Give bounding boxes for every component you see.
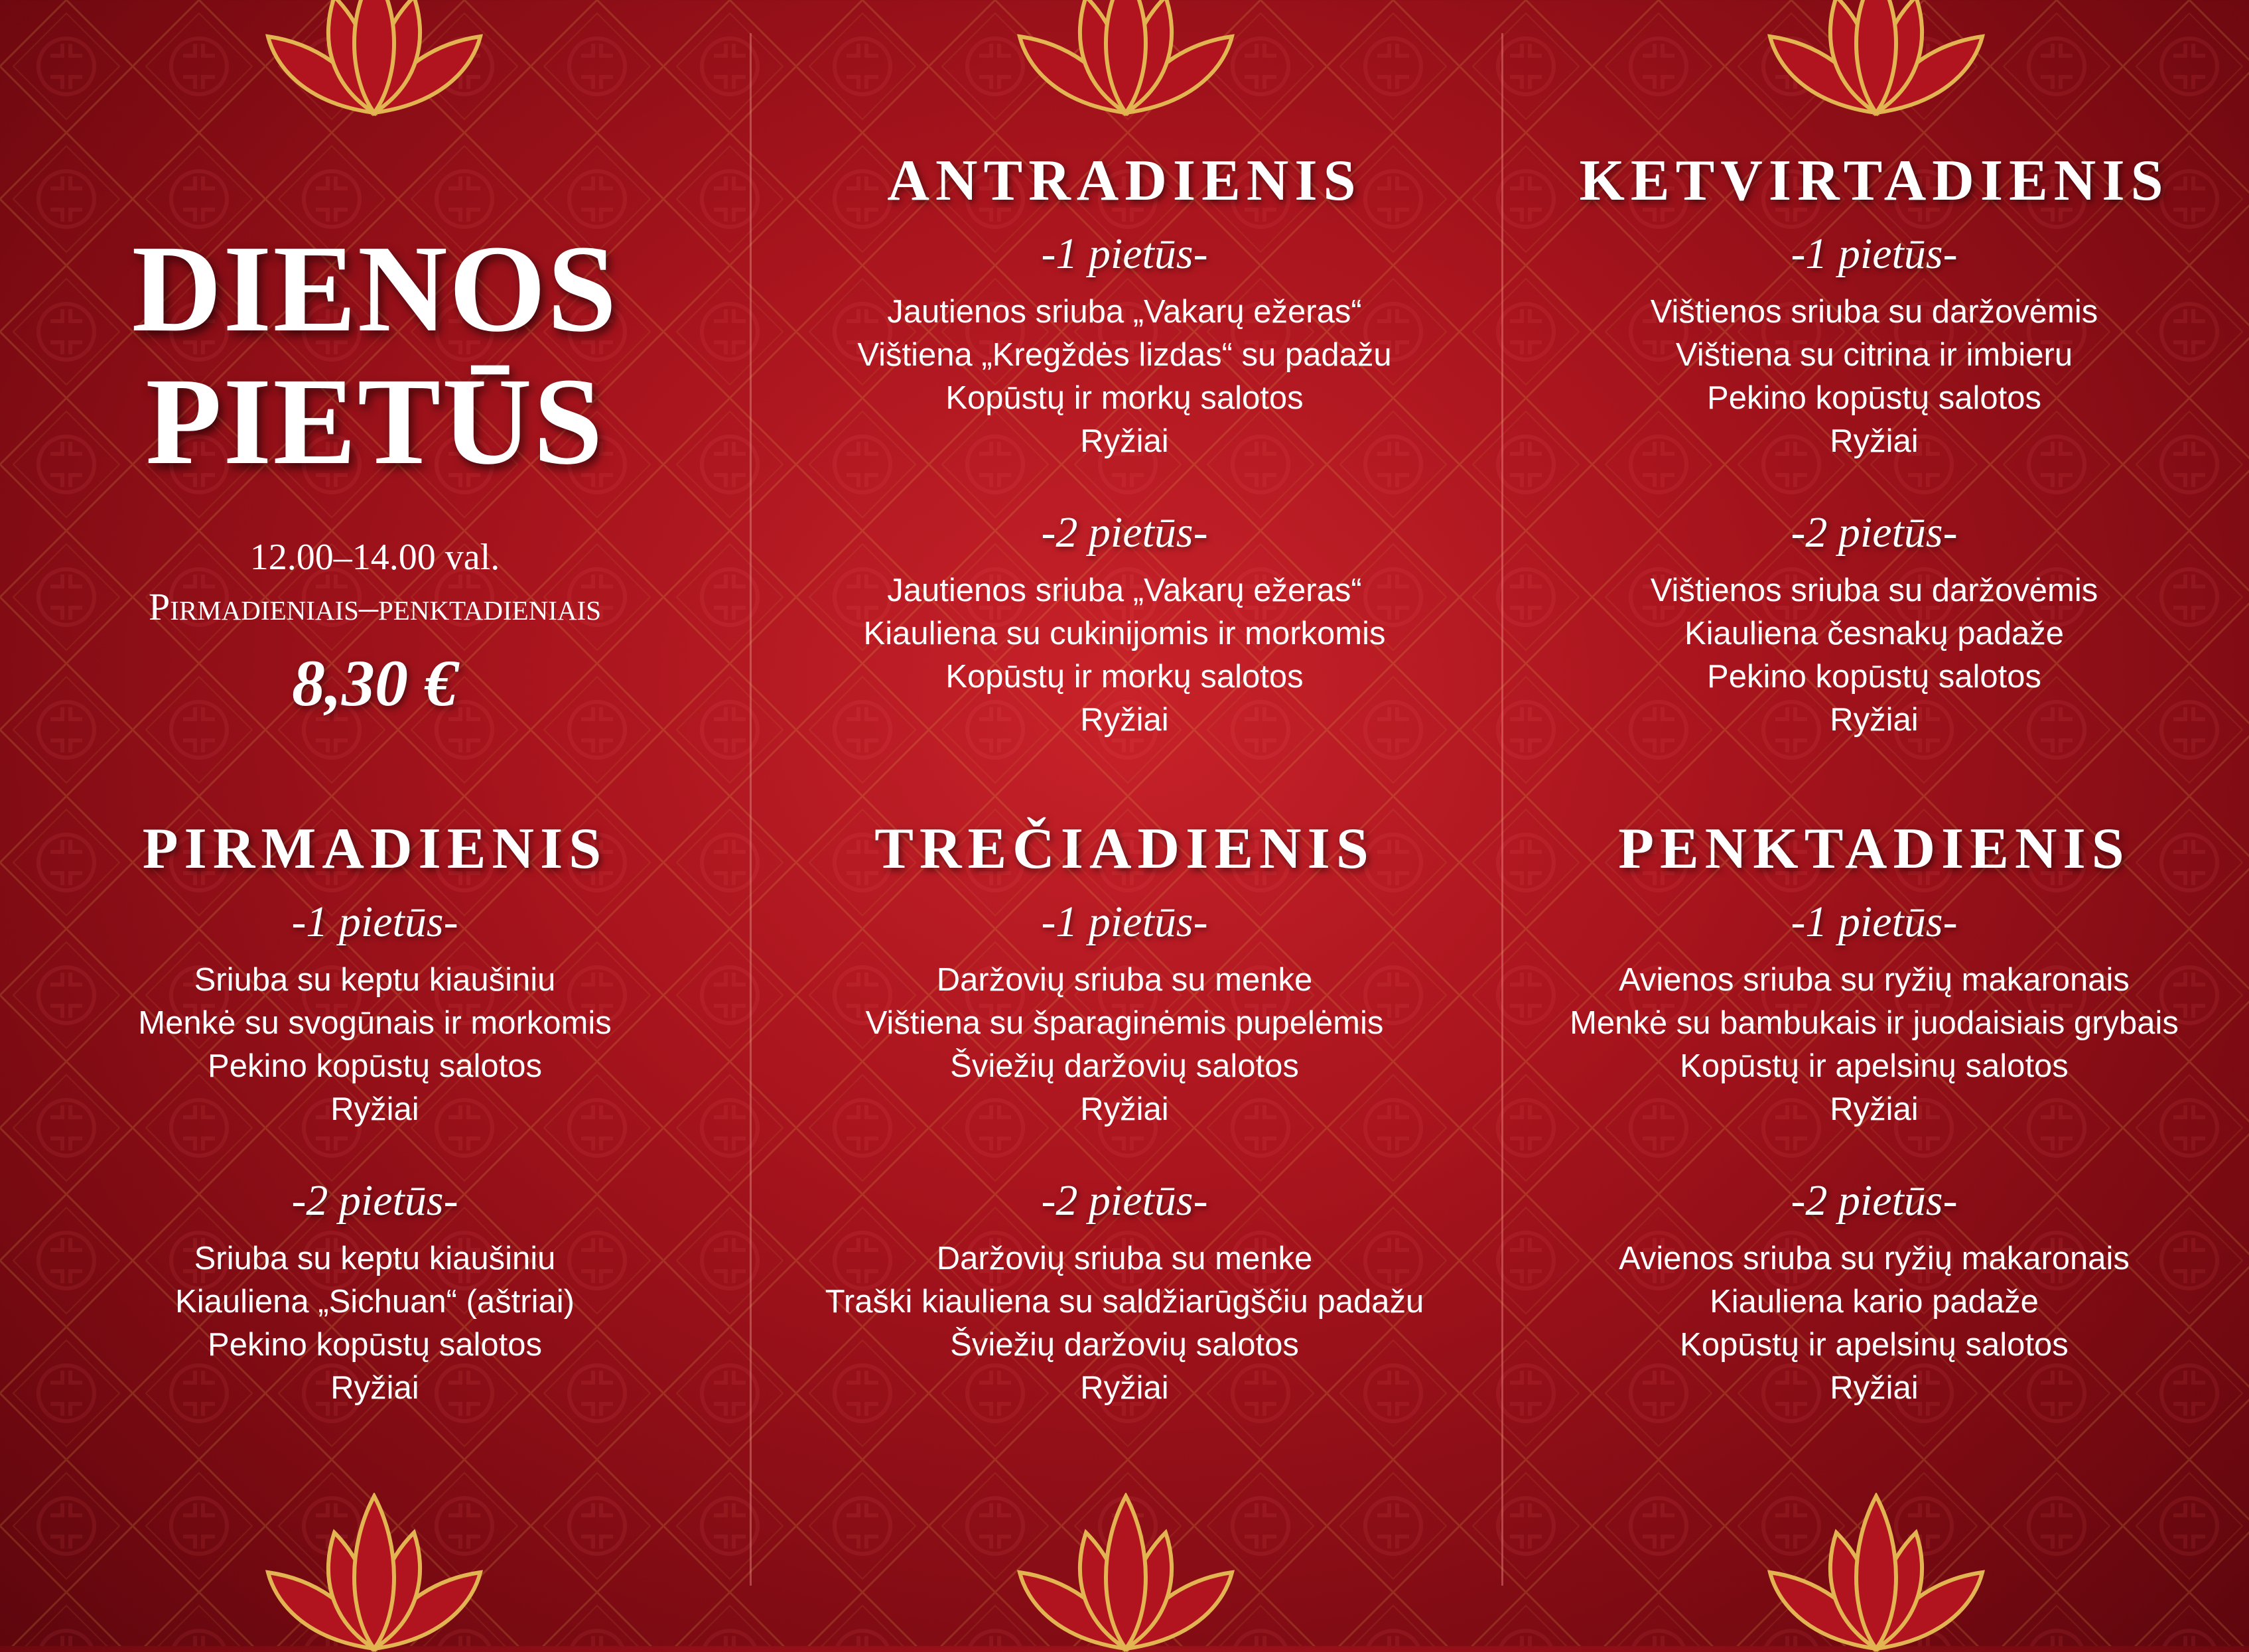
day-section — [750, 145, 1499, 742]
lotus-ornament-icon — [1763, 1493, 1989, 1652]
menu-item: Ryžiai — [1830, 1091, 1919, 1127]
title-line-1: DIENOS — [131, 219, 618, 358]
meal-items — [0, 959, 750, 1131]
meal-label: -1 pietūs- — [1791, 898, 1958, 946]
menu-item: Šviežių daržovių salotos — [950, 1048, 1299, 1084]
serving-days: Pirmadieniais–penktadieniais — [148, 585, 602, 628]
page-title — [0, 219, 750, 490]
day-section — [0, 813, 750, 1410]
menu-item: Traški kiauliena su saldžiarūgščiu padažu — [825, 1284, 1424, 1320]
menu-item: Kiauliena česnakų padaže — [1684, 616, 2065, 652]
menu-item: Ryžiai — [1830, 702, 1919, 738]
meal-label: -1 pietūs- — [1041, 898, 1208, 946]
meal-label: -2 pietūs- — [1791, 508, 1958, 557]
menu-item: Vištiena „Kregždės lizdas“ su padažu — [857, 337, 1392, 373]
menu-item: Ryžiai — [1080, 702, 1169, 738]
menu-item: Ryžiai — [1080, 1370, 1169, 1406]
meal-items — [750, 569, 1499, 742]
day-section — [1499, 813, 2249, 1410]
menu-item: Vištiena su citrina ir imbieru — [1675, 337, 2073, 373]
menu-item: Kiauliena „Sichuan“ (aštriai) — [175, 1284, 575, 1320]
meal-label: -2 pietūs- — [1041, 1176, 1208, 1225]
menu-item: Sriuba su keptu kiaušiniu — [194, 962, 556, 998]
menu-item: Menkė su bambukais ir juodaisiais grybais — [1570, 1005, 2179, 1041]
menu-item: Jautienos sriuba „Vakarų ežeras“ — [887, 573, 1362, 608]
menu-item: Vištienos sriuba su daržovėmis — [1650, 573, 2098, 608]
menu-item: Avienos sriuba su ryžių makaronais — [1619, 1241, 2130, 1276]
lotus-ornament-icon — [261, 1493, 487, 1652]
serving-hours: 12.00–14.00 val. — [249, 537, 500, 578]
meal-items — [0, 1237, 750, 1410]
meal-items — [750, 1237, 1499, 1410]
day-heading: PENKTADIENIS — [1618, 817, 2130, 881]
menu-item: Kopūstų ir apelsinų salotos — [1680, 1327, 2069, 1363]
meal-label: -1 pietūs- — [1791, 230, 1958, 278]
menu-item: Jautienos sriuba „Vakarų ežeras“ — [887, 294, 1362, 330]
meal-items — [1499, 291, 2249, 463]
meal-label: -2 pietūs- — [1791, 1176, 1958, 1225]
lotus-ornament-icon — [1013, 1493, 1239, 1652]
price: 8,30 € — [292, 646, 458, 720]
meal-label: -2 pietūs- — [1041, 508, 1208, 557]
meal-items — [1499, 1237, 2249, 1410]
menu-item: Sriuba su keptu kiaušiniu — [194, 1241, 556, 1276]
menu-item: Pekino kopūstų salotos — [208, 1327, 542, 1363]
menu-item: Ryžiai — [330, 1370, 419, 1406]
day-heading: TREČIADIENIS — [874, 817, 1375, 881]
menu-item: Menkė su svogūnais ir morkomis — [138, 1005, 612, 1041]
menu-item: Vištiena su šparaginėmis pupelėmis — [865, 1005, 1384, 1041]
menu-item: Ryžiai — [1080, 423, 1169, 459]
menu-item: Ryžiai — [330, 1091, 419, 1127]
day-heading: KETVIRTADIENIS — [1579, 149, 2169, 213]
meal-label: -2 pietūs- — [291, 1176, 458, 1225]
meal-items — [750, 291, 1499, 463]
day-heading: PIRMADIENIS — [142, 817, 608, 881]
menu-item: Pekino kopūstų salotos — [1707, 380, 2041, 416]
lotus-ornament-icon — [1763, 0, 1989, 116]
meal-label: -1 pietūs- — [291, 898, 458, 946]
menu-item: Kopūstų ir morkų salotos — [945, 659, 1304, 695]
menu-item: Pekino kopūstų salotos — [1707, 659, 2041, 695]
menu-item: Kiauliena kario padaže — [1710, 1284, 2039, 1320]
day-section — [750, 813, 1499, 1410]
menu-item: Ryžiai — [1830, 423, 1919, 459]
meal-items — [750, 959, 1499, 1131]
menu-item: Avienos sriuba su ryžių makaronais — [1619, 962, 2130, 998]
menu-item: Kopūstų ir morkų salotos — [945, 380, 1304, 416]
menu-item: Daržovių sriuba su menke — [936, 1241, 1313, 1276]
menu-item: Pekino kopūstų salotos — [208, 1048, 542, 1084]
meal-items — [1499, 959, 2249, 1131]
meal-items — [1499, 569, 2249, 742]
menu-item: Ryžiai — [1080, 1091, 1169, 1127]
menu-item: Vištienos sriuba su daržovėmis — [1650, 294, 2098, 330]
lotus-ornament-icon — [261, 0, 487, 116]
title-line-2: PIETŪS — [145, 352, 604, 490]
menu-item: Kopūstų ir apelsinų salotos — [1680, 1048, 2069, 1084]
day-section — [1499, 145, 2249, 742]
lotus-ornament-icon — [1013, 0, 1239, 116]
day-heading: ANTRADIENIS — [887, 149, 1362, 213]
menu-item: Kiauliena su cukinijomis ir morkomis — [863, 616, 1386, 652]
menu-item: Ryžiai — [1830, 1370, 1919, 1406]
menu-item: Daržovių sriuba su menke — [936, 962, 1313, 998]
meal-label: -1 pietūs- — [1041, 230, 1208, 278]
menu-item: Šviežių daržovių salotos — [950, 1327, 1299, 1363]
